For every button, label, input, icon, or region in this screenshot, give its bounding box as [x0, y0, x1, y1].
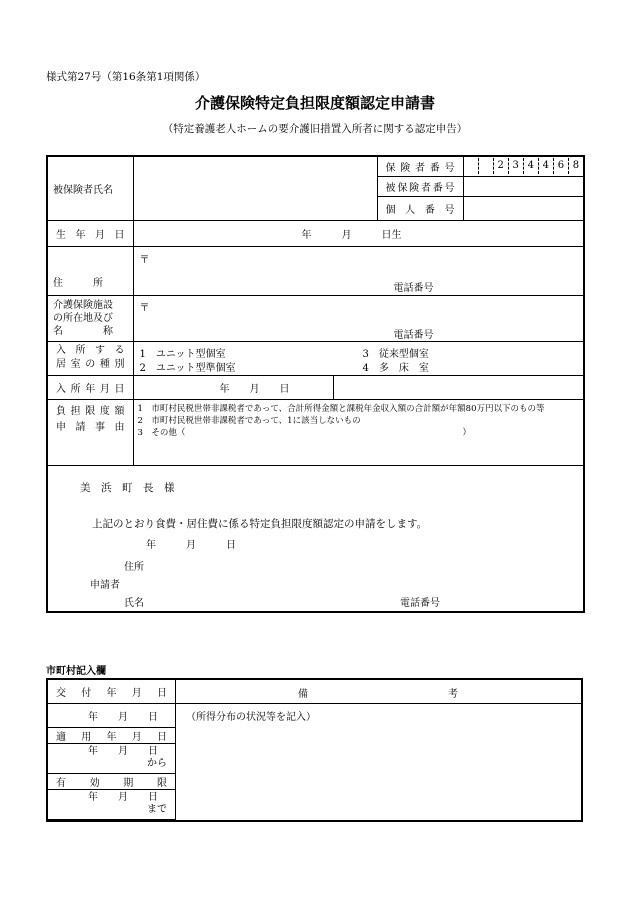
remarks-note: （所得分布の状況等を記入） [185, 711, 316, 723]
municipal-section-title: 市町村記入欄 [46, 666, 106, 677]
room-type-label: 入所する 居室の種別 [47, 341, 133, 375]
form-subtitle: （特定養護老人ホームの要介護旧措置入所者に関する認定申告） [162, 123, 468, 135]
insurer-digit[interactable]: 6 [553, 158, 568, 174]
insurer-digit[interactable] [478, 158, 493, 174]
reason-option-1[interactable]: 1 市町村民税世帯非課税者であって、合計所得金額と課税年金収入額の合計額が年額80万円以下のもの等 [137, 403, 545, 414]
declaration-text: 上記のとおり食費・居住費に係る特定負担限度額認定の申請をします。 [92, 517, 428, 530]
issue-date-field[interactable]: 年 月 日 [47, 703, 175, 727]
remarks-field[interactable] [175, 703, 582, 821]
personal-number-field[interactable] [463, 196, 584, 220]
address-phone-label: 電話番号 [393, 282, 434, 294]
birth-date-label: 生年月日 [47, 220, 133, 246]
reason-label: 負担限度額 申請事由 [47, 399, 133, 465]
facility-postal-mark: 〒 [139, 302, 150, 314]
reason-option-2[interactable]: 2 市町村民税世帯非課税者であって、1に該当しないもの [137, 415, 361, 426]
insurer-digit[interactable] [464, 158, 478, 174]
room-option-2[interactable]: 2 ユニット型準個室 [139, 363, 236, 374]
address-field[interactable] [133, 246, 584, 295]
facility-field[interactable] [133, 295, 584, 341]
birth-date-value: 年 月 日生 [301, 229, 402, 241]
applicant-label: 申請者 [90, 579, 120, 591]
reason-option-3[interactable]: 3 その他（ ） [137, 427, 472, 438]
room-type-field[interactable] [133, 341, 584, 375]
insurer-digit[interactable]: 4 [523, 158, 538, 174]
valid-period-label: 有効期限 [47, 773, 175, 789]
insurer-number-label: 保険者番号 [377, 156, 463, 176]
application-table [46, 155, 585, 613]
admission-date-label: 入所年月日 [47, 375, 133, 399]
admission-date-value: 年 月 日 [219, 383, 290, 395]
address-label: 住 所 [47, 246, 133, 295]
issue-date-label: 交付年月日 [47, 679, 175, 703]
insurer-digit[interactable]: 3 [508, 158, 523, 174]
facility-label: 介護保険施設 の所在地及び 名 称 [47, 295, 133, 341]
insurer-digit[interactable]: 8 [568, 158, 583, 174]
remarks-header: 備 考 [175, 679, 582, 703]
apply-date-label: 適用年月日 [47, 727, 175, 743]
room-option-4[interactable]: 4 多 床 室 [362, 363, 429, 374]
insurer-digit[interactable]: 2 [493, 158, 508, 174]
reason-field[interactable] [133, 399, 584, 465]
personal-number-label: 個人番号 [377, 196, 463, 220]
apply-date-field[interactable]: 年 月 日 から [47, 743, 175, 773]
applicant-name-label: 氏名 [124, 597, 144, 609]
applicant-phone-label: 電話番号 [400, 597, 440, 609]
applicant-address-label: 住所 [124, 561, 144, 573]
insured-name-field[interactable] [133, 156, 377, 220]
birth-date-field[interactable] [133, 220, 584, 246]
application-date[interactable]: 年 月 日 [146, 539, 236, 551]
valid-period-field[interactable]: 年 月 日 まで [47, 789, 175, 819]
municipal-table [46, 678, 583, 822]
insured-number-label: 被保険者番号 [377, 176, 463, 196]
insured-name-label: 被保険者氏名 [47, 156, 133, 220]
admission-blank [333, 375, 584, 399]
form-title: 介護保険特定負担限度額認定申請書 [194, 94, 435, 112]
insurer-number-field[interactable] [463, 156, 584, 176]
room-option-3[interactable]: 3 従来型個室 [362, 349, 429, 360]
room-option-1[interactable]: 1 ユニット型個室 [139, 349, 226, 360]
postal-mark: 〒 [139, 254, 150, 266]
addressee: 美 浜 町 長 様 [80, 481, 175, 494]
insurer-digit[interactable]: 4 [538, 158, 553, 174]
form-number: 様式第27号（第16条第1項関係） [46, 71, 206, 83]
declaration-block [47, 465, 584, 612]
insured-number-field[interactable] [463, 176, 584, 196]
admission-date-field[interactable] [133, 375, 333, 399]
facility-phone-label: 電話番号 [393, 329, 434, 341]
